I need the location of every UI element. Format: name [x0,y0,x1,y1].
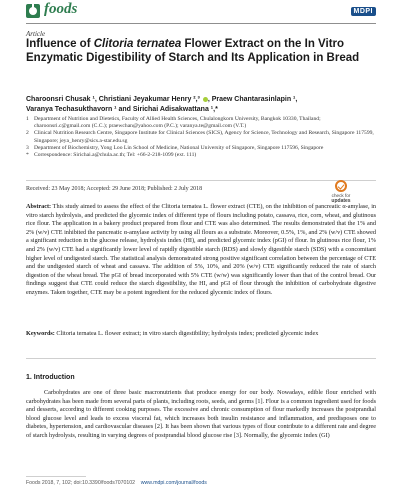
affiliation-item [26,130,376,144]
keywords-divider [26,358,376,359]
introduction-text: Carbohydrates are one of three basic macronutrients that produce energy for our body. Nowadays, edible flour enriched with carbohydrates has been made from several parts of plants, including roots, seeds, and germs [1]. Flour is a common ingredient used for foods and desserts, according to different cooking purposes. The excessive and chronic consumption of flour markedly increases the postprandial blood glucose level and leads to excess visceral fat, which increases both insulin resistance and inflammation, and predisposes one to diabetes, hypertension, and cardiovascular diseases [2]. It has been shown that various types of flour contribute to a different rate and degree of starch hydrolysis, resulting in varying degrees of postprandial blood glucose rise [3]. Normally, the glycemic index (GI) [26,389,376,439]
keywords-text: Clitoria ternatea L. flower extract; in vitro starch digestibility; hydrolysis index; predicted glycemic index [56,330,319,337]
check-for-updates-button[interactable] [326,180,356,204]
abstract-text: This study aimed to assess the effect of the Clitoria ternatea L. flower extract (CTE), on the inhibition of pancreatic α-amylase, in vitro starch hydrolysis, and predicted the glycemic index of different type of flours including potato, cassava, rice, corn, wheat, and glutinous rice flour. The application in a bakery product prepared from flour and CTE was also determined. The results demonstrated that the 1% and 2% (w/v) CTE inhibited the pancreatic α-amylase activity by using all flours as a substrate. Moreover, 0.5%, 1%, and 2% (w/v) CTE showed a significant reduction in the glucose release, hydrolysis index (HI), and predicted glycemic index (pGI) of flour. In glutinous rice flour, 1% and 2% (w/v) CTE had a significantly lower level of rapidly digestible starch (RDS) and slowly digestible starch (SDS) with a concomitant higher level of undigested starch. The statistical analysis demonstrated strong positive significant correlation between the percentage of CTE and the undigested starch of wheat and cassava. The addition of 5%, 10%, and 20% (w/v) CTE significantly reduced the rate of starch digestion of the wheat bread. The pGI of bread incorporated with 5% CTE (w/w) was significantly lower than that of the control bread. Our findings suggest that CTE could reduce the starch digestibility, the HI, and pGI of flour through the inhibition of carbohydrate digestive enzymes. Taken together, CTE may be a potent ingredient for the reduced glycemic index of flours. [26,203,377,296]
dates-divider [26,180,376,181]
footer-divider [26,476,86,477]
section-heading: 1. Introduction [26,374,75,381]
check-updates-label: check for [331,193,351,198]
keywords-label: Keywords: [26,330,55,337]
title-species: Clitoria ternatea [93,38,182,50]
affiliation-number: * [26,152,29,159]
header-divider [26,23,376,24]
journal-logo-icon [26,4,40,18]
citation-text: Foods 2018, 7, 102; doi:10.3390/foods7070102 [26,480,136,486]
author-list [26,95,366,115]
footer-citation [26,480,207,486]
affiliation-text: Clinical Nutrition Research Centre, Singapore Institute for Clinical Sciences (SICS), Agency for Science, Technology and Research, Singapore 117599, Singapore; jeya_henry@sics.a-star.edu.sg [34,130,374,144]
abstract-label: Abstract: [26,203,52,210]
title-pre: Influence of [26,38,94,50]
affiliation-number: 3 [26,144,29,151]
publication-dates: Received: 23 May 2018; Accepted: 29 June 2018; Published: 2 July 2018 [26,186,203,192]
affiliation-number: 2 [26,130,29,137]
title-post: Flower Extract on the In Vitro Enzymatic Digestibility of Starch and Its Application in Bread [26,38,360,64]
authors-line1-end: , Praew Chantarasinlapin ¹, [207,96,298,103]
affiliation-item [26,116,376,130]
affiliation-text: Department of Nutrition and Dietetics, Faculty of Allied Health Sciences, Chulalongkorn University, Bangkok 10330, Thailand; charoonsri.c@gmail.com (C.C.); praewchan@yahoo.com (P.C.); varanya.te@gmail.com (V.T.) [34,116,321,130]
affiliation-text: Department of Biochemistry, Yong Loo Lin School of Medicine, National University of Singapore, Singapore 117596, Singapore [34,144,324,151]
paper-title [26,38,376,65]
correspondence-text: Correspondence: Sirichai.a@chula.ac.th; Tel: +66-2-218-1099 (ext. 111) [34,152,197,159]
journal-url-link[interactable]: www.mdpi.com/journal/foods [140,480,207,486]
check-updates-icon [335,180,347,192]
affiliation-item [26,152,376,159]
article-type: Article [26,30,46,38]
journal-name: foods [44,1,78,17]
updates-label: updates [331,198,351,204]
abstract [26,203,376,298]
affiliation-number: 1 [26,116,29,122]
authors-line1: Charoonsri Chusak ¹, Christiani Jeyakumar Henry ²,³ [26,96,200,103]
affiliation-item [26,145,376,152]
affiliation-list [26,116,376,159]
publisher-logo: MDPI [351,7,377,16]
authors-line2: Varanya Techasukthavorn ¹ and Sirichai Adisakwattana ¹,* [26,106,218,113]
keywords [26,330,376,339]
